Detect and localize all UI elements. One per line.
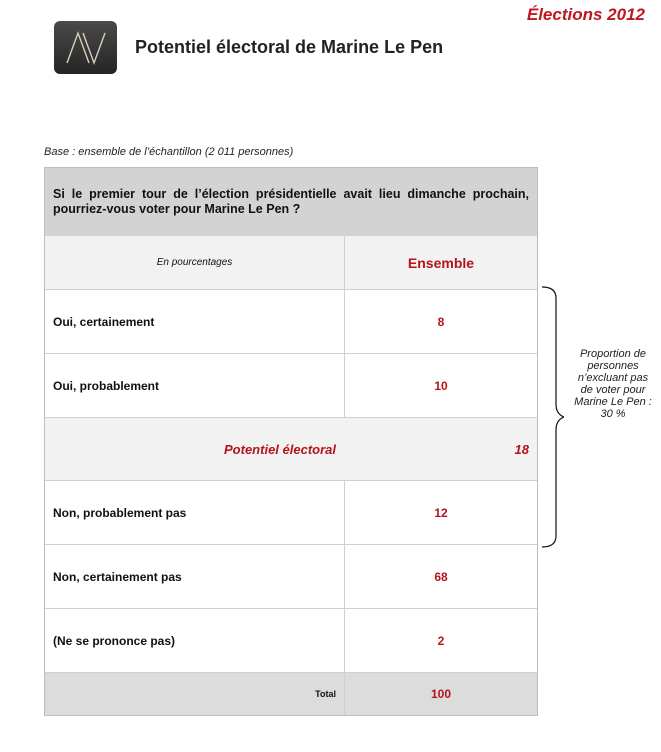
page-title: Potentiel électoral de Marine Le Pen xyxy=(135,37,444,57)
col-right-header: Ensemble xyxy=(344,236,537,289)
results-table xyxy=(44,167,538,716)
total-row xyxy=(45,672,537,715)
row-label: Potentiel électoral xyxy=(224,441,336,457)
table-row xyxy=(45,544,537,608)
row-value: 2 xyxy=(344,609,537,672)
potential-row xyxy=(45,417,537,480)
row-label: Non, probablement pas xyxy=(53,505,187,520)
table-row xyxy=(45,289,537,353)
av-logo-icon xyxy=(64,30,108,66)
row-label: Oui, probablement xyxy=(53,378,160,393)
question-text: Si le premier tour de l’élection présidentielle avait lieu dimanche prochain, pourriez-vous voter pour Marine Le Pen ? xyxy=(45,168,537,235)
table-header-row xyxy=(45,235,537,289)
row-value: 12 xyxy=(344,481,537,544)
row-value: 10 xyxy=(344,354,537,417)
row-label: Oui, certainement xyxy=(53,314,155,329)
col-left-header: En pourcentages xyxy=(156,257,233,268)
row-label: (Ne se prononce pas) xyxy=(53,633,176,648)
side-note: Proportion de personnes n’excluant pas de voter pour Marine Le Pen : 30 % xyxy=(574,348,652,420)
row-value: 100 xyxy=(344,673,537,715)
base-note: Base : ensemble de l’échantillon (2 011 personnes) xyxy=(44,146,294,158)
row-value: 68 xyxy=(344,545,537,608)
table-row xyxy=(45,353,537,417)
row-label: Non, certainement pas xyxy=(53,569,182,584)
row-value: 8 xyxy=(344,290,537,353)
curly-brace-icon xyxy=(540,286,564,548)
logo xyxy=(54,21,117,74)
brand-label: Élections 2012 xyxy=(526,5,645,24)
row-label: Total xyxy=(315,689,336,699)
table-row xyxy=(45,480,537,544)
table-row xyxy=(45,608,537,672)
row-value: 18 xyxy=(514,441,529,457)
